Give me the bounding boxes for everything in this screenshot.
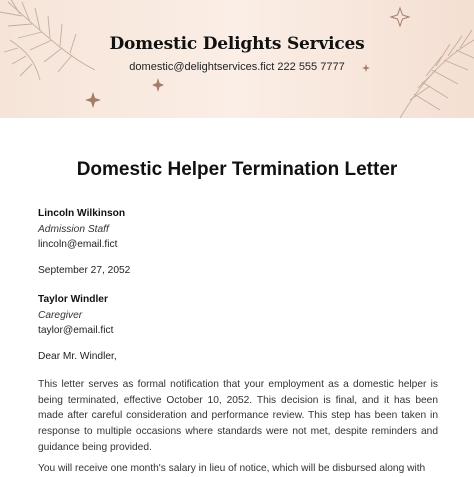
sender-name: Lincoln Wilkinson (38, 208, 126, 219)
body-paragraph: This letter serves as formal notification that your employment as a domestic helper is being terminated, effective October 10, 2052. This decision is final, and it has been made after careful consideration and performance review. This step has been taken in response to multiple occasions where standards were not met, despite reminders and guidance being provided. (38, 379, 438, 453)
letter-title: Domestic Helper Termination Letter (76, 159, 398, 180)
salutation: Dear Mr. Windler, (38, 351, 117, 362)
recipient-block (38, 292, 113, 339)
recipient-name: Taylor Windler (38, 294, 108, 305)
recipient-email: taylor@email.fict (38, 325, 114, 336)
sparkle-icon (85, 8, 409, 108)
body-paragraph: You will receive one month's salary in lieu of notice, which will be disbursed along with (38, 463, 426, 474)
letterhead (0, 0, 474, 118)
letter-date: September 27, 2052 (38, 265, 131, 276)
sender-role: Admission Staff (38, 223, 109, 235)
recipient-role: Caregiver (38, 309, 83, 321)
sender-email: lincoln@email.fict (38, 239, 118, 250)
company-contact: domestic@delightservices.fict 222 555 7777 (129, 61, 345, 73)
letterhead-decoration (0, 0, 474, 118)
sender-block (38, 206, 125, 253)
company-name: Domestic Delights Services (109, 34, 365, 54)
